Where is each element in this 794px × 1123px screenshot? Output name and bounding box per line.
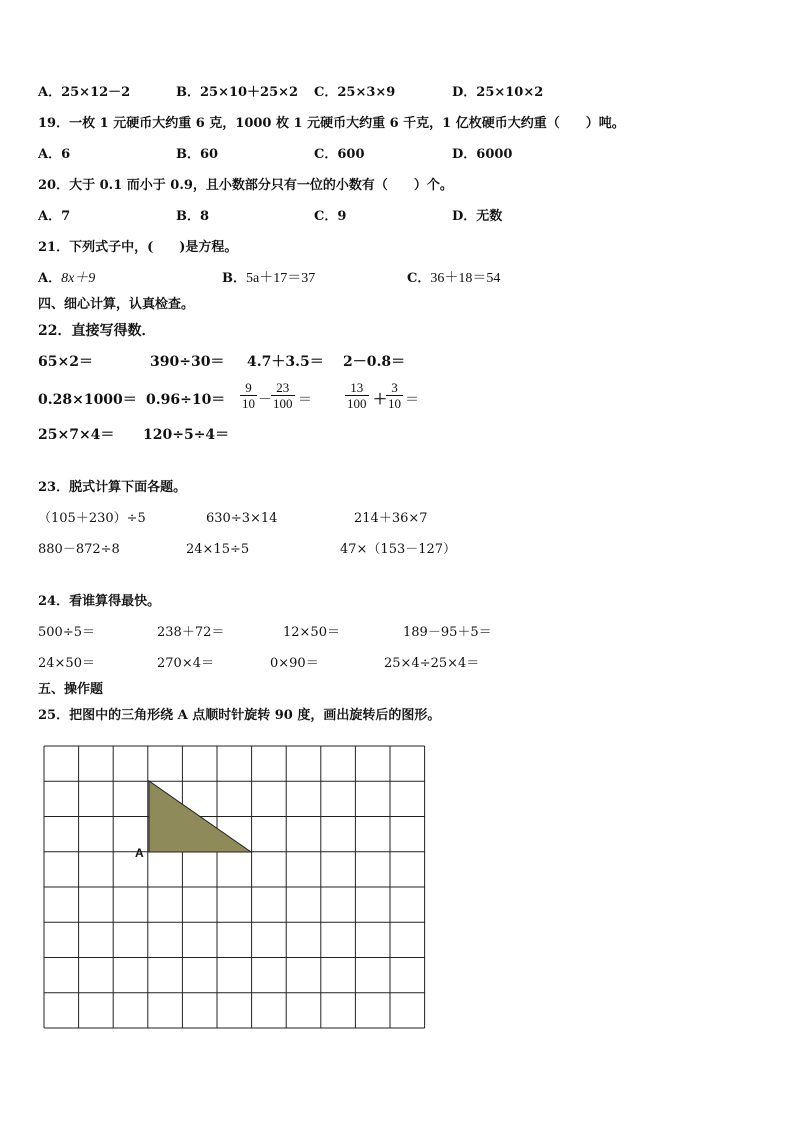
q18-option-b: B．25×10＋25×2	[176, 85, 299, 100]
q23-item: 630÷3×14	[206, 511, 278, 526]
section-4-title: 四、细心计算，认真检查。	[38, 297, 195, 312]
plus-sign: ＋	[373, 392, 387, 408]
q19-option-a: A．6	[38, 147, 71, 162]
fraction-denominator: 10	[242, 396, 255, 411]
fraction-denominator: 100	[347, 396, 367, 411]
fraction-numerator: 3	[391, 380, 398, 395]
minus-sign: －	[258, 392, 272, 408]
q22-item: 4.7＋3.5＝	[247, 354, 324, 370]
q18-option-a: A．25×12－2	[38, 85, 131, 100]
point-a-label: A	[135, 846, 144, 860]
q20-option-b: B．8	[176, 209, 210, 224]
q21-option-b	[222, 271, 315, 287]
q22-item: 25×7×4＝	[38, 427, 115, 443]
q22-fraction-3-10	[386, 380, 403, 411]
q24-item: 238＋72＝	[157, 625, 225, 640]
q22-fraction-23-100	[271, 380, 295, 411]
section-5-title: 五、操作题	[38, 682, 104, 697]
q21-option-b-expr: 5a＋17＝37	[246, 271, 316, 286]
q21-option-b-label: B．	[222, 271, 246, 286]
q23-item: 47×（153－127）	[340, 542, 457, 557]
q24-item: 189－95＋5＝	[403, 625, 492, 640]
q22-item: 120÷5÷4＝	[143, 427, 230, 443]
q18-option-d: D．25×10×2	[452, 85, 544, 100]
q21-option-a	[38, 271, 95, 287]
q22-item: 2－0.8＝	[343, 354, 406, 370]
q21-option-a-expr: 8x＋9	[61, 271, 96, 286]
q23-stem: 23．脱式计算下面各题。	[38, 480, 187, 495]
q19-option-d: D．6000	[452, 147, 513, 162]
q23-item: 24×15÷5	[186, 542, 250, 557]
q19-option-c: C．600	[314, 147, 365, 162]
equals-sign: ＝	[405, 392, 419, 408]
q20-option-a: A．7	[38, 209, 71, 224]
q21-option-c-expr: 36＋18＝54	[430, 271, 501, 286]
q23-item: 880－872÷8	[38, 542, 120, 557]
q21-option-c	[407, 271, 500, 287]
q24-item: 12×50＝	[283, 625, 340, 640]
q25-stem: 25．把图中的三角形绕 A 点顺时针旋转 90 度，画出旋转后的图形。	[38, 708, 441, 723]
q22-stem: 22．直接写得数．	[38, 323, 156, 339]
fraction-numerator: 13	[350, 380, 364, 395]
fraction-denominator: 10	[388, 396, 401, 411]
q22-item: 390÷30＝	[150, 354, 225, 370]
fraction-numerator: 23	[276, 380, 290, 395]
q21-stem: 21．下列式子中，( )是方程。	[38, 240, 238, 255]
q19-option-b: B．60	[176, 147, 219, 162]
square-grid	[44, 746, 425, 1028]
q20-option-c: C．9	[314, 209, 347, 224]
q22-item: 0.96÷10＝	[146, 392, 226, 408]
q22-fraction-13-100	[345, 380, 369, 411]
q24-item: 25×4÷25×4＝	[384, 656, 480, 671]
q24-item: 24×50＝	[38, 656, 95, 671]
q22-item: 65×2＝	[38, 354, 93, 370]
fraction-numerator: 9	[245, 380, 252, 395]
q23-item: 214＋36×7	[354, 511, 428, 526]
q24-item: 500÷5＝	[38, 625, 95, 640]
q20-option-d: D．无数	[452, 209, 503, 224]
q22-fraction-9-10	[240, 380, 257, 411]
q22-item: 0.28×1000＝	[38, 392, 137, 408]
q24-item: 270×4＝	[157, 656, 214, 671]
q21-option-c-label: C．	[407, 271, 431, 286]
equals-sign: ＝	[298, 392, 312, 408]
q18-option-c: C．25×3×9	[314, 85, 396, 100]
q19-stem: 19．一枚 1 元硬币大约重 6 克，1000 枚 1 元硬币大约重 6 千克，1 亿枚硬币大约重（ ）吨。	[38, 116, 625, 131]
q23-item: （105＋230）÷5	[38, 511, 146, 526]
q20-stem: 20．大于 0.1 而小于 0.9，且小数部分只有一位的小数有（ ）个。	[38, 178, 453, 193]
q24-stem: 24．看谁算得最快。	[38, 594, 161, 609]
q21-option-a-label: A．	[38, 271, 62, 286]
fraction-denominator: 100	[273, 396, 293, 411]
q24-item: 0×90＝	[270, 656, 319, 671]
triangle-shape	[149, 781, 251, 852]
